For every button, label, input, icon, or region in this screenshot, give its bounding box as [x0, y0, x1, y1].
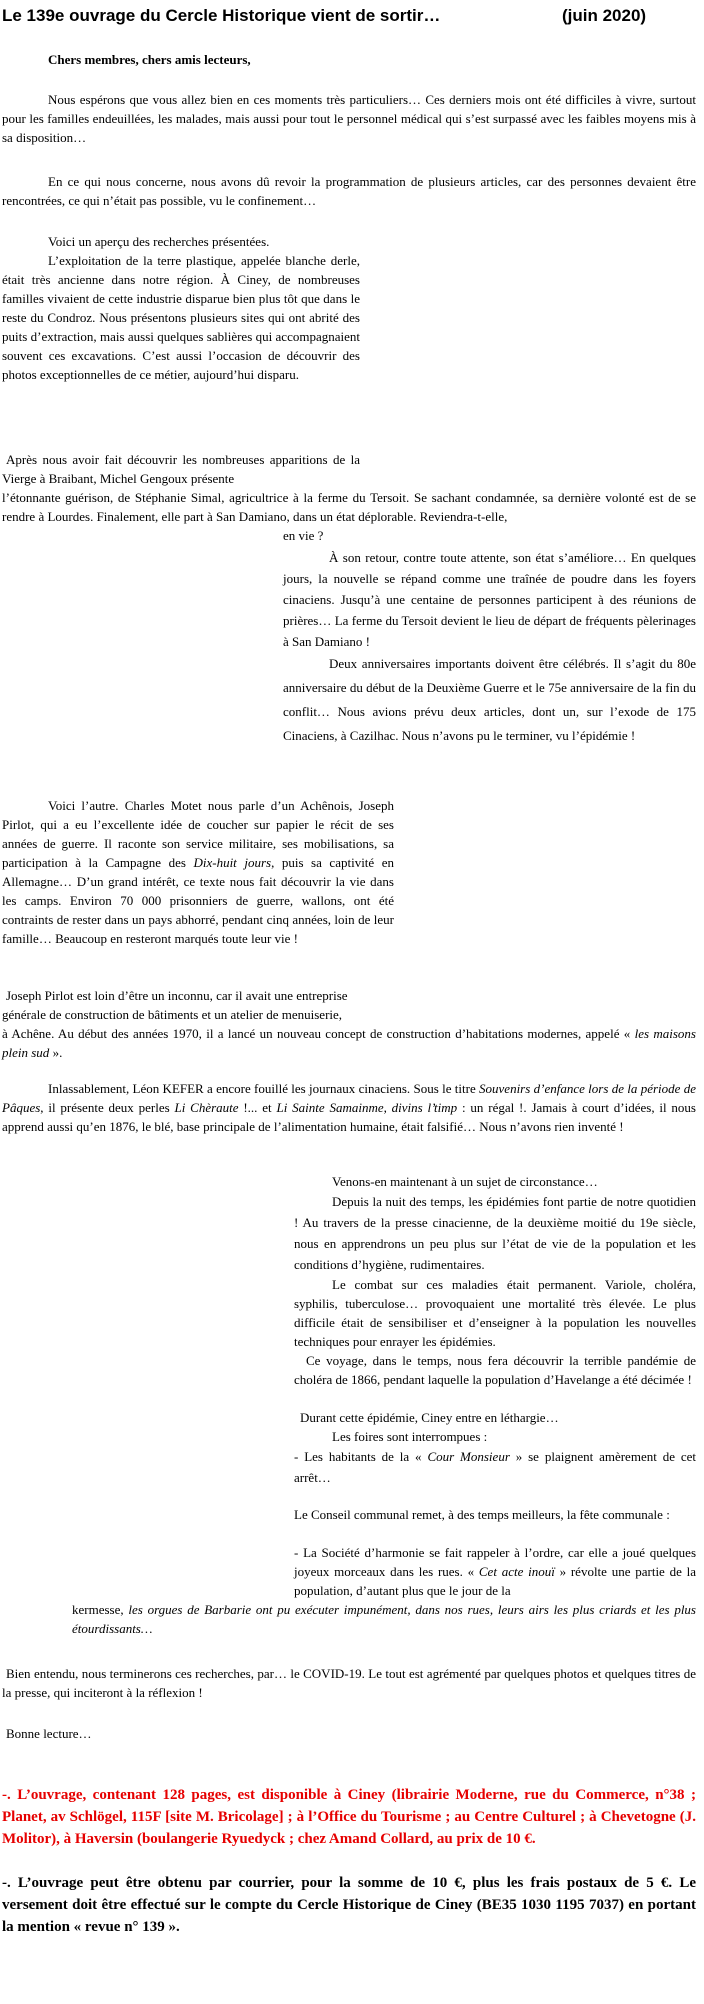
paragraph-epidemics: Depuis la nuit des temps, les épidémies font partie de notre quotidien ! Au travers de la presse cinacienne, de la deuxième moitié du 19e siècle, nous en apprendrons un peu plus sur l’état de vie de la population et les conditions d’hygiène, rudimentaires. — [294, 1194, 696, 1272]
paragraph-achene: à Achêne. Au début des années 1970, il a lancé un nouveau concept de construction d’habitations modernes, appelé « les maisons plein sud ». — [2, 1026, 696, 1060]
page-title — [2, 6, 702, 25]
paragraph-cholera: Ce voyage, dans le temps, nous fera découvrir la terrible pandémie de choléra de 1866, pendant laquelle la population d’Havelange a été décimée ! — [294, 1353, 696, 1387]
paragraph-simal-end: en vie ? — [283, 528, 324, 543]
paragraph-lethargy: Durant cette épidémie, Ciney entre en léthargie… — [300, 1410, 559, 1425]
paragraph-derle: L’exploitation de la terre plastique, appelée blanche derle, était très ancienne dans notre région. À Ciney, de nombreuses familles vivaient de cette industrie disparue bien plus tôt que dans le reste du Condroz. Nous présentons plusieurs sites qui ont abrité des puits d’extraction, mais aussi quelques sablières qui accompagnaient souvent ces excavations. C’est aussi l’occasion de découvrir des photos exceptionnelles de ce métier, aujourd’hui disparu. — [2, 253, 360, 382]
paragraph-harmonie: - La Société d’harmonie se fait rappeler à l’ordre, car elle a joué quelques joyeux morceaux dans les rues. « Cet acte inouï » révolte une partie de la population, d’autant plus que le jour de la — [294, 1545, 696, 1598]
paragraph-motet: Voici l’autre. Charles Motet nous parle d’un Achênois, Joseph Pirlot, qui a eu l’excellente idée de coucher sur papier le récit de ses années de guerre. Il raconte son service militaire, ses mobilisations, sa participation à la Campagne des Dix-huit jours, puis sa captivité en Allemagne… D’un grand intérêt, ce texte nous fait découvrir la vie dans les camps. Environ 70 000 prisonniers de guerre, wallons, ont été contraints de rester dans un pays abhorré, pendant cinq années, loin de leur famille… Beaucoup en resteront marqués toute leur vie ! — [2, 798, 394, 946]
paragraph-overview: Voici un aperçu des recherches présentées. — [48, 234, 270, 249]
title-date: (juin 2020) — [562, 6, 647, 25]
paragraph-anniversaries: Deux anniversaires importants doivent être célébrés. Il s’agit du 80e anniversaire du début de la Deuxième Guerre et le 75e anniversaire de la fin du conflit… Nous avions prévu deux articles, dont un, sur l’exode de 175 Cinaciens, à Cazilhac. Nous n’avons pu le terminer, vu l’épidémie ! — [283, 656, 696, 743]
title-text: Le 139e ouvrage du Cercle Historique vient de sortir… — [2, 6, 441, 25]
availability-notice: -. L’ouvrage, contenant 128 pages, est disponible à Ciney (librairie Moderne, rue du Commerce, n°38 ; Planet, av Schlögel, 115F [site M. Bricolage] ; à l’Office du Tourisme ; au Centre Culturel ; à Chevetogne (J. Molitor), à Haversin (boulangerie Ryuedyck ; chez Amand Collard, au prix de 10 €. — [2, 1787, 696, 1847]
paragraph-kermesse: kermesse, les orgues de Barbarie ont pu exécuter impunément, dans nos rues, leurs airs les plus criards et les plus étourdissants… — [72, 1602, 696, 1636]
paragraph-fairs: Les foires sont interrompues : — [332, 1429, 488, 1444]
paragraph-kefer: Inlassablement, Léon KEFER a encore fouillé les journaux cinaciens. Sous le titre Souvenirs d’enfance lors de la période de Pâques, il présente deux perles Li Chèraute !... et Li Sainte Samainme, divins l’timp : un régal !. Jamais à court d’idées, il nous apprend aussi qu’en 1876, le blé, base principale de l’alimentation humaine, était falsifié… Nous n’avons rien inventé ! — [2, 1081, 696, 1134]
paragraph-diseases: Le combat sur ces maladies était permanent. Variole, choléra, syphilis, tuberculose… provoquaient une mortalité très élevée. Le plus difficile était de sensibiliser et d’enseigner à la population les nouvelles techniques pour enrayer les épidémies. — [294, 1277, 696, 1349]
salutation: Chers membres, chers amis lecteurs, — [48, 52, 251, 67]
paragraph-san-damiano: À son retour, contre toute attente, son état s’améliore… En quelques jours, la nouvelle se répand comme une traînée de poudre dans les foyers cinaciens. Jusqu’à une centaine de personnes participent à des réunions de prières… La ferme du Tersoit devient le lieu de départ de fréquents pèlerinages à San Damiano ! — [283, 550, 696, 649]
paragraph-circumstance: Venons-en maintenant à un sujet de circonstance… — [332, 1174, 598, 1189]
paragraph-pirlot: Joseph Pirlot est loin d’être un inconnu, car il avait une entreprise générale de construction de bâtiments et un atelier de menuiserie, — [2, 988, 348, 1022]
closing-line: Bonne lecture… — [6, 1726, 92, 1741]
paragraph-council: Le Conseil communal remet, à des temps meilleurs, la fête communale : — [294, 1507, 670, 1522]
paragraph-simal: l’étonnante guérison, de Stéphanie Simal, agricultrice à la ferme du Tersoit. Se sachant condamnée, sa dernière volonté est de se rendre à Lourdes. Finalement, elle part à San Damiano, dans un état déplorable. Reviendra-t-elle, — [2, 490, 696, 524]
postal-notice: -. L’ouvrage peut être obtenu par courrier, pour la somme de 10 €, plus les frais postaux de 5 €. Le versement doit être effectué sur le compte du Cercle Historique de Ciney (BE35 1030 1195 7037) en portant la mention « revue n° 139 ». — [2, 1875, 696, 1935]
paragraph-covid: Bien entendu, nous terminerons ces recherches, par… le COVID-19. Le tout est agrémenté par quelques photos et quelques titres de la presse, qui inciteront à la réflexion ! — [2, 1666, 696, 1700]
paragraph-intro: Nous espérons que vous allez bien en ces moments très particuliers… Ces derniers mois ont été difficiles à vivre, surtout pour les familles endeuillées, les malades, mais aussi pour tout le personnel médical qui s’est surpassé avec les faibles moyens mis à sa disposition… — [2, 92, 696, 145]
paragraph-gengoux-intro: Après nous avoir fait découvrir les nombreuses apparitions de la Vierge à Braibant, Michel Gengoux présente — [2, 452, 360, 486]
paragraph-confinement: En ce qui nous concerne, nous avons dû revoir la programmation de plusieurs articles, car des personnes devaient être rencontrées, ce qui n’était pas possible, vu le confinement… — [2, 174, 696, 208]
paragraph-cour-monsieur: - Les habitants de la « Cour Monsieur » se plaignent amèrement de cet arrêt… — [294, 1449, 696, 1485]
